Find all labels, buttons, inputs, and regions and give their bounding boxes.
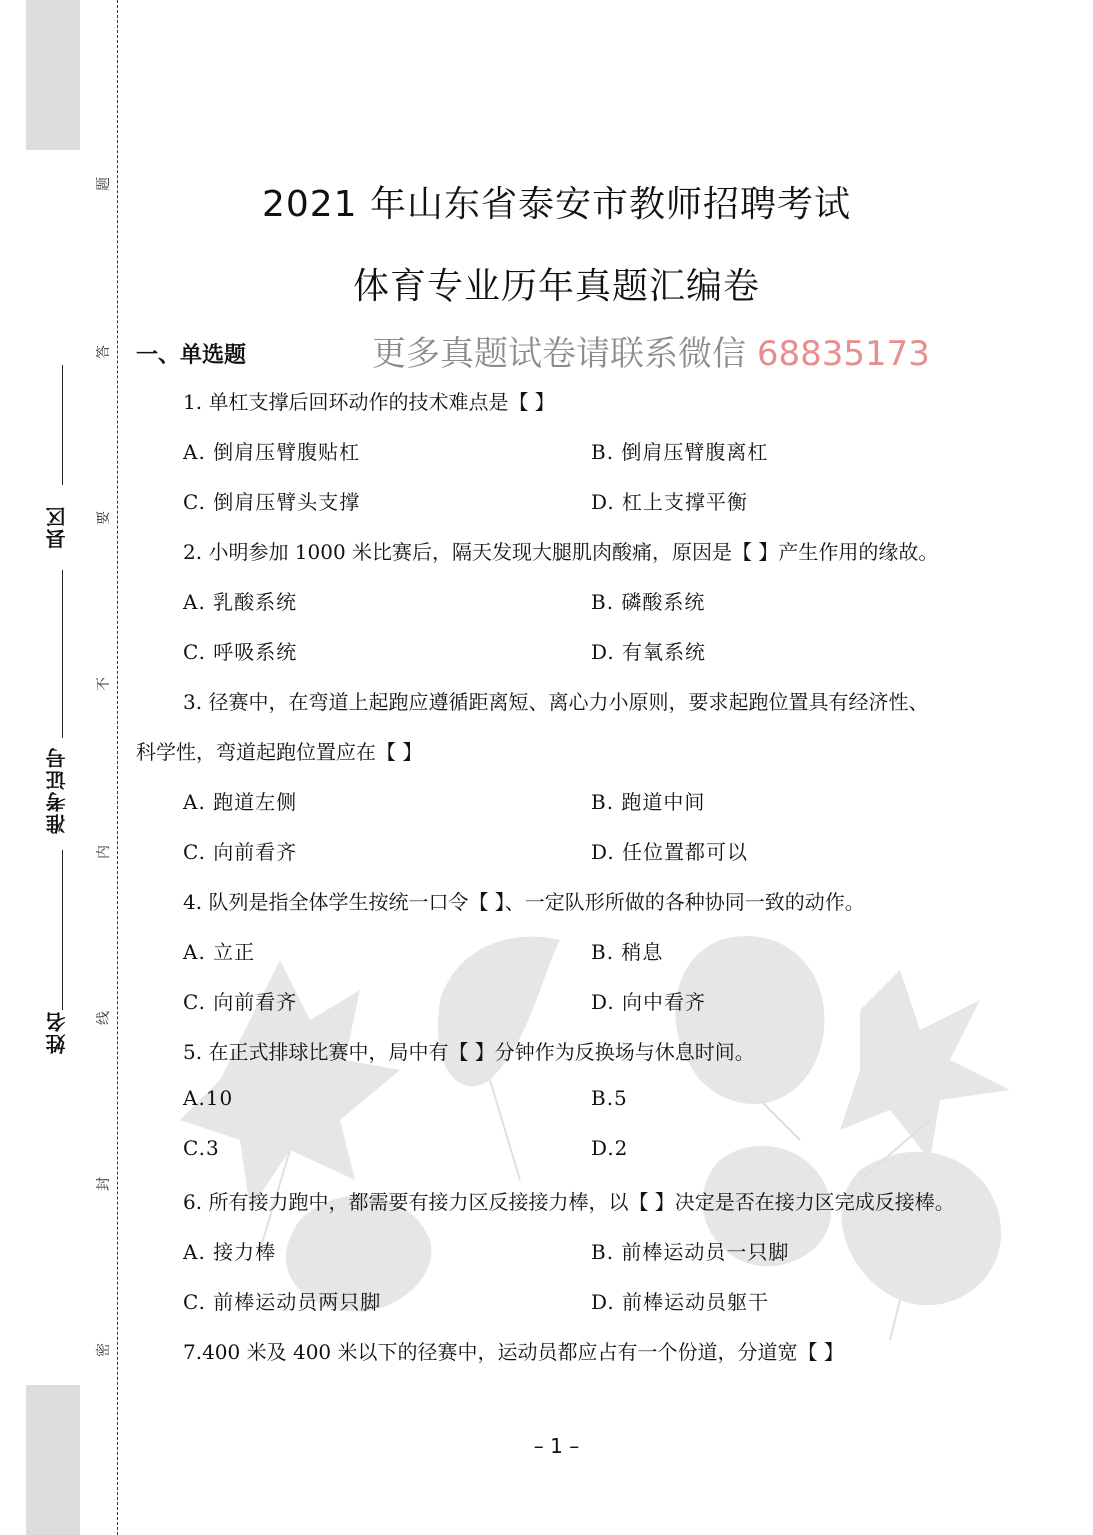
seal-char: 线 — [96, 1011, 112, 1025]
option-a: A. 倒肩压臂腹贴杠 — [183, 440, 361, 464]
question-stem: 4. 队列是指全体学生按统一口令【 】、一定队形所做的各种协同一致的动作。 — [183, 890, 865, 914]
page-number: – 1 – — [533, 1434, 580, 1458]
option-c: C.3 — [183, 1136, 220, 1160]
leaves-watermark — [160, 920, 1060, 1340]
option-d: D.2 — [591, 1136, 629, 1160]
contact-watermark — [372, 326, 930, 375]
binding-strip-bottom — [26, 1385, 80, 1535]
option-a: A. 跑道左侧 — [183, 790, 298, 814]
exam-number-label: 准考证号 — [45, 746, 69, 834]
seal-char: 内 — [96, 845, 112, 859]
option-c: C. 向前看齐 — [183, 840, 298, 864]
option-d: D. 杠上支撑平衡 — [591, 490, 749, 514]
option-d: D. 前棒运动员躯干 — [591, 1290, 770, 1314]
seal-char: 要 — [96, 511, 112, 525]
watermark-text: 更多真题试卷请联系微信 — [372, 334, 757, 374]
option-b: B. 跑道中间 — [591, 790, 706, 814]
section-title: 一、单选题 — [136, 343, 247, 368]
seal-char: 封 — [96, 1177, 112, 1191]
county-label: 县区 — [45, 505, 69, 549]
seal-char: 密 — [96, 1343, 112, 1357]
option-b: B.5 — [591, 1086, 628, 1110]
option-d: D. 向中看齐 — [591, 990, 707, 1014]
question-stem: 2. 小明参加 1000 米比赛后，隔天发现大腿肌肉酸痛，原因是【 】产生作用的缘故。 — [183, 540, 939, 564]
seal-char: 答 — [96, 345, 112, 359]
question-stem: 7.400 米及 400 米以下的径赛中，运动员都应占有一个份道，分道宽【 】 — [183, 1340, 844, 1364]
seal-char: 不 — [96, 677, 112, 691]
option-b: B. 前棒运动员一只脚 — [591, 1240, 790, 1264]
seal-char: 题 — [96, 177, 112, 191]
page-subtitle: 体育专业历年真题汇编卷 — [352, 266, 760, 307]
name-field[interactable] — [40, 850, 70, 1060]
option-c: C. 向前看齐 — [183, 990, 298, 1014]
option-d: D. 有氧系统 — [591, 640, 707, 664]
option-a: A. 接力棒 — [183, 1240, 277, 1264]
question-stem: 1. 单杠支撑后回环动作的技术难点是【 】 — [183, 390, 555, 414]
watermark-number: 68835173 — [756, 334, 930, 374]
page-title: 2021 年山东省泰安市教师招聘考试 — [261, 184, 852, 225]
option-d: D. 任位置都可以 — [591, 840, 749, 864]
county-field[interactable] — [40, 365, 70, 580]
cut-line — [117, 0, 118, 1535]
option-b: B. 磷酸系统 — [591, 590, 706, 614]
question-stem: 6. 所有接力跑中，都需要有接力区反接接力棒，以【 】决定是否在接力区完成反接棒。 — [183, 1190, 955, 1214]
exam-number-field[interactable] — [40, 578, 70, 858]
name-label: 姓名 — [45, 1010, 69, 1054]
option-a: A. 立正 — [183, 940, 256, 964]
question-stem-continued: 科学性，弯道起跑位置应在【 】 — [136, 740, 423, 764]
binding-strip-top — [26, 0, 80, 150]
question-stem: 5. 在正式排球比赛中，局中有【 】分钟作为反换场与休息时间。 — [183, 1040, 755, 1064]
question-stem: 3. 径赛中，在弯道上起跑应遵循距离短、离心力小原则，要求起跑位置具有经济性、 — [183, 690, 929, 714]
option-a: A. 乳酸系统 — [183, 590, 298, 614]
option-b: B. 倒肩压臂腹离杠 — [591, 440, 769, 464]
option-c: C. 呼吸系统 — [183, 640, 298, 664]
option-b: B. 稍息 — [591, 940, 664, 964]
option-c: C. 倒肩压臂头支撑 — [183, 490, 361, 514]
option-c: C. 前棒运动员两只脚 — [183, 1290, 382, 1314]
option-a: A.10 — [183, 1086, 234, 1110]
